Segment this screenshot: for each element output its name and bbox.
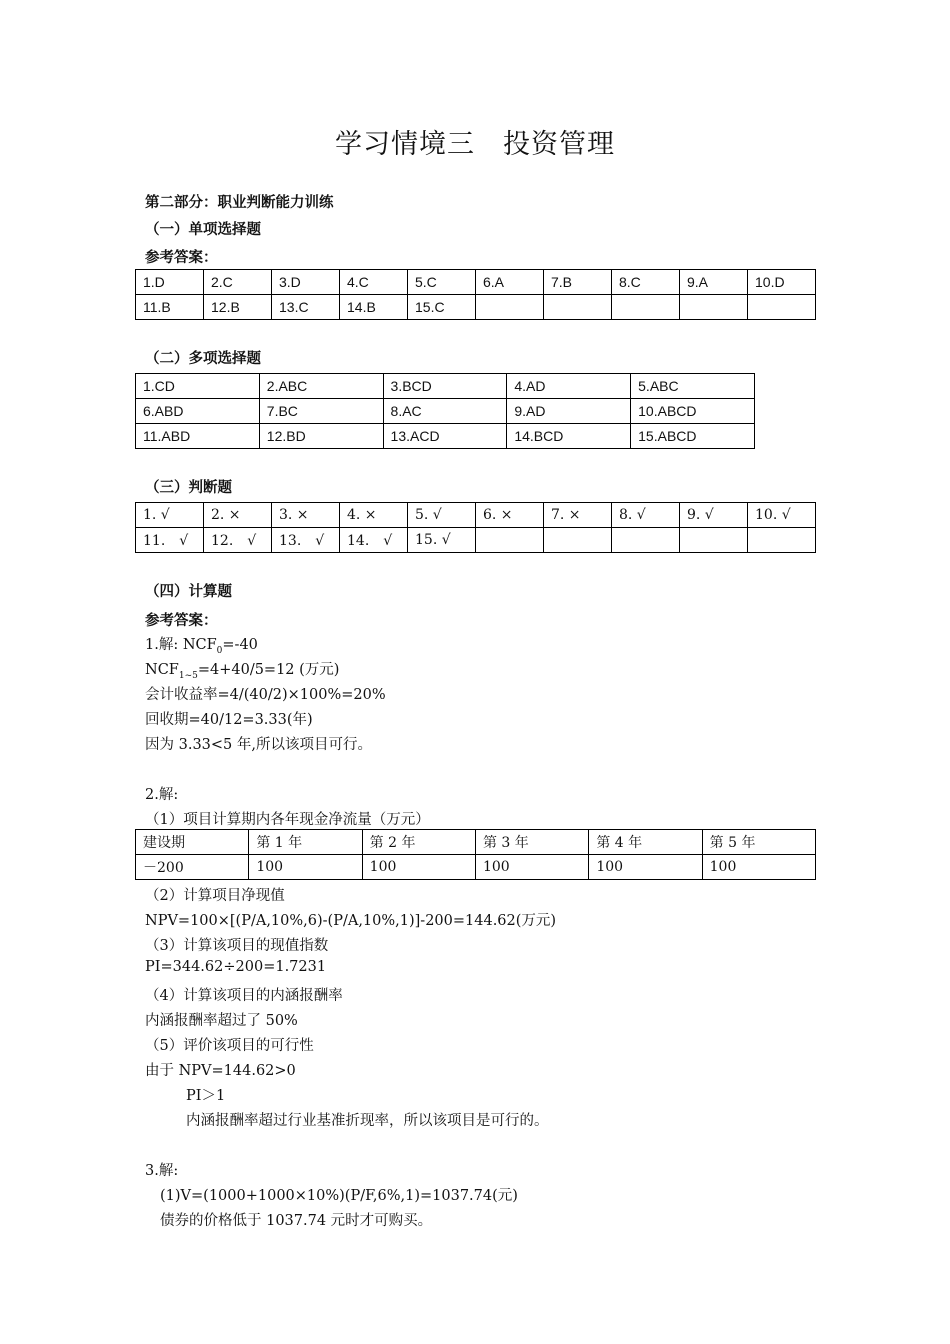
- table-header-cell: 第 1 年: [249, 830, 362, 855]
- table-row: [136, 424, 755, 449]
- single-choice-heading: （一）单项选择题: [145, 222, 261, 238]
- table-cell: 2.ABC: [259, 374, 383, 399]
- table-cell: 6.A: [476, 270, 544, 295]
- table-cell: 10.D: [748, 270, 816, 295]
- table-cell: 3.BCD: [383, 374, 507, 399]
- table-cell: 14. √: [340, 528, 408, 553]
- table-cell: 11.B: [136, 295, 204, 320]
- q3-line-1: (1)V=(1000+1000×10%)(P/F,6%,1)=1037.74(元): [160, 1188, 518, 1204]
- true-false-table: [135, 502, 816, 553]
- table-cell: 14.B: [340, 295, 408, 320]
- part-heading: 第二部分：职业判断能力训练: [145, 195, 334, 211]
- table-cell: 5.ABC: [631, 374, 755, 399]
- table-cell: 2.C: [204, 270, 272, 295]
- table-cell: 11. √: [136, 528, 204, 553]
- q1-line-1: 1.解: $NCF_0=-40$: [145, 637, 258, 656]
- page-title: 学习情境三 投资管理: [335, 129, 615, 160]
- table-cell: －200: [136, 855, 249, 880]
- table-cell: 6.ABD: [136, 399, 260, 424]
- table-cell: 5. √: [408, 503, 476, 528]
- table-cell: 12. √: [204, 528, 272, 553]
- table-cell: [748, 295, 816, 320]
- table-cell: 14.BCD: [507, 424, 631, 449]
- table-cell: 2. ×: [204, 503, 272, 528]
- table-cell: 15.ABCD: [631, 424, 755, 449]
- table-row: [136, 374, 755, 399]
- table-cell: 100: [702, 855, 815, 880]
- table-cell: [612, 528, 680, 553]
- table-cell: 12.BD: [259, 424, 383, 449]
- table-cell: 5.C: [408, 270, 476, 295]
- table-cell: 10.ABCD: [631, 399, 755, 424]
- q1-line-4: 回收期=40/12=3.33(年): [145, 712, 313, 728]
- q2-eval-3: 内涵报酬率超过行业基准折现率，所以该项目是可行的。: [186, 1113, 549, 1129]
- table-cell: 15.C: [408, 295, 476, 320]
- table-cell: 4.C: [340, 270, 408, 295]
- multi-choice-table: [135, 373, 755, 449]
- table-row: [136, 855, 816, 880]
- table-header-cell: 第 5 年: [702, 830, 815, 855]
- q1-line-2: $NCF_{1\sim 5}=4+40/5=12$ (万元): [145, 662, 340, 681]
- table-cell: 1.CD: [136, 374, 260, 399]
- single-choice-answer-label: 参考答案：: [145, 250, 218, 266]
- table-cell: 11.ABD: [136, 424, 260, 449]
- calculation-answer-label: 参考答案：: [145, 613, 218, 629]
- table-header-cell: 第 4 年: [589, 830, 702, 855]
- table-cell: [476, 295, 544, 320]
- table-cell: 100: [249, 855, 362, 880]
- table-cell: 3. ×: [272, 503, 340, 528]
- q1-line-3: 会计收益率=4/(40/2)×100%=20%: [145, 687, 386, 703]
- table-row: [136, 399, 755, 424]
- table-cell: 7. ×: [544, 503, 612, 528]
- single-choice-table: [135, 269, 816, 320]
- calculation-heading: （四）计算题: [145, 584, 232, 600]
- table-cell: [476, 528, 544, 553]
- q2-label: 2.解:: [145, 787, 179, 803]
- table-cell: [748, 528, 816, 553]
- q3-line-2: 债券的价格低于 1037.74 元时才可购买。: [160, 1213, 433, 1229]
- table-cell: [544, 528, 612, 553]
- table-cell: 13.C: [272, 295, 340, 320]
- table-row: [136, 295, 816, 320]
- cash-flow-table: [135, 829, 816, 880]
- q3-label: 3.解:: [145, 1163, 179, 1179]
- table-cell: 1. √: [136, 503, 204, 528]
- table-row: [136, 270, 816, 295]
- table-cell: 4.AD: [507, 374, 631, 399]
- table-cell: 9.A: [680, 270, 748, 295]
- table-cell: 100: [475, 855, 588, 880]
- table-row: [136, 503, 816, 528]
- q2-eval-2: PI＞1: [186, 1088, 226, 1104]
- table-cell: 6. ×: [476, 503, 544, 528]
- table-cell: 8.AC: [383, 399, 507, 424]
- table-cell: 13.ACD: [383, 424, 507, 449]
- table-cell: 8. √: [612, 503, 680, 528]
- table-cell: 9.AD: [507, 399, 631, 424]
- q2-step-1: （1）项目计算期内各年现金净流量（万元）: [145, 812, 430, 828]
- q2-eval-1: 由于 NPV=144.62>0: [145, 1063, 296, 1079]
- table-cell: 1.D: [136, 270, 204, 295]
- q1-line-5: 因为 3.33<5 年,所以该项目可行。: [145, 737, 372, 753]
- table-row: [136, 528, 816, 553]
- q2-step-5: （5）评价该项目的可行性: [145, 1038, 314, 1054]
- table-cell: 12.B: [204, 295, 272, 320]
- table-cell: 8.C: [612, 270, 680, 295]
- table-cell: 7.BC: [259, 399, 383, 424]
- table-cell: [680, 295, 748, 320]
- table-header-cell: 建设期: [136, 830, 249, 855]
- table-header-cell: 第 3 年: [475, 830, 588, 855]
- q2-npv: NPV=100×[(P/A,10%,6)-(P/A,10%,1)]-200=144.62(万元): [145, 913, 557, 929]
- table-cell: 100: [362, 855, 475, 880]
- table-cell: 15. √: [408, 528, 476, 553]
- q2-pi: PI=344.62÷200=1.7231: [145, 959, 327, 975]
- table-header-row: [136, 830, 816, 855]
- table-cell: 3.D: [272, 270, 340, 295]
- table-cell: 100: [589, 855, 702, 880]
- q2-step-4: （4）计算该项目的内涵报酬率: [145, 988, 343, 1004]
- table-cell: [544, 295, 612, 320]
- table-header-cell: 第 2 年: [362, 830, 475, 855]
- table-cell: 7.B: [544, 270, 612, 295]
- q2-step-2: （2）计算项目净现值: [145, 888, 285, 904]
- true-false-heading: （三）判断题: [145, 480, 232, 496]
- multi-choice-heading: （二）多项选择题: [145, 351, 261, 367]
- table-cell: 9. √: [680, 503, 748, 528]
- q2-step-3: （3）计算该项目的现值指数: [145, 938, 329, 954]
- table-cell: [680, 528, 748, 553]
- table-cell: 10. √: [748, 503, 816, 528]
- q2-irr: 内涵报酬率超过了 50%: [145, 1013, 298, 1029]
- table-cell: 4. ×: [340, 503, 408, 528]
- table-cell: 13. √: [272, 528, 340, 553]
- table-cell: [612, 295, 680, 320]
